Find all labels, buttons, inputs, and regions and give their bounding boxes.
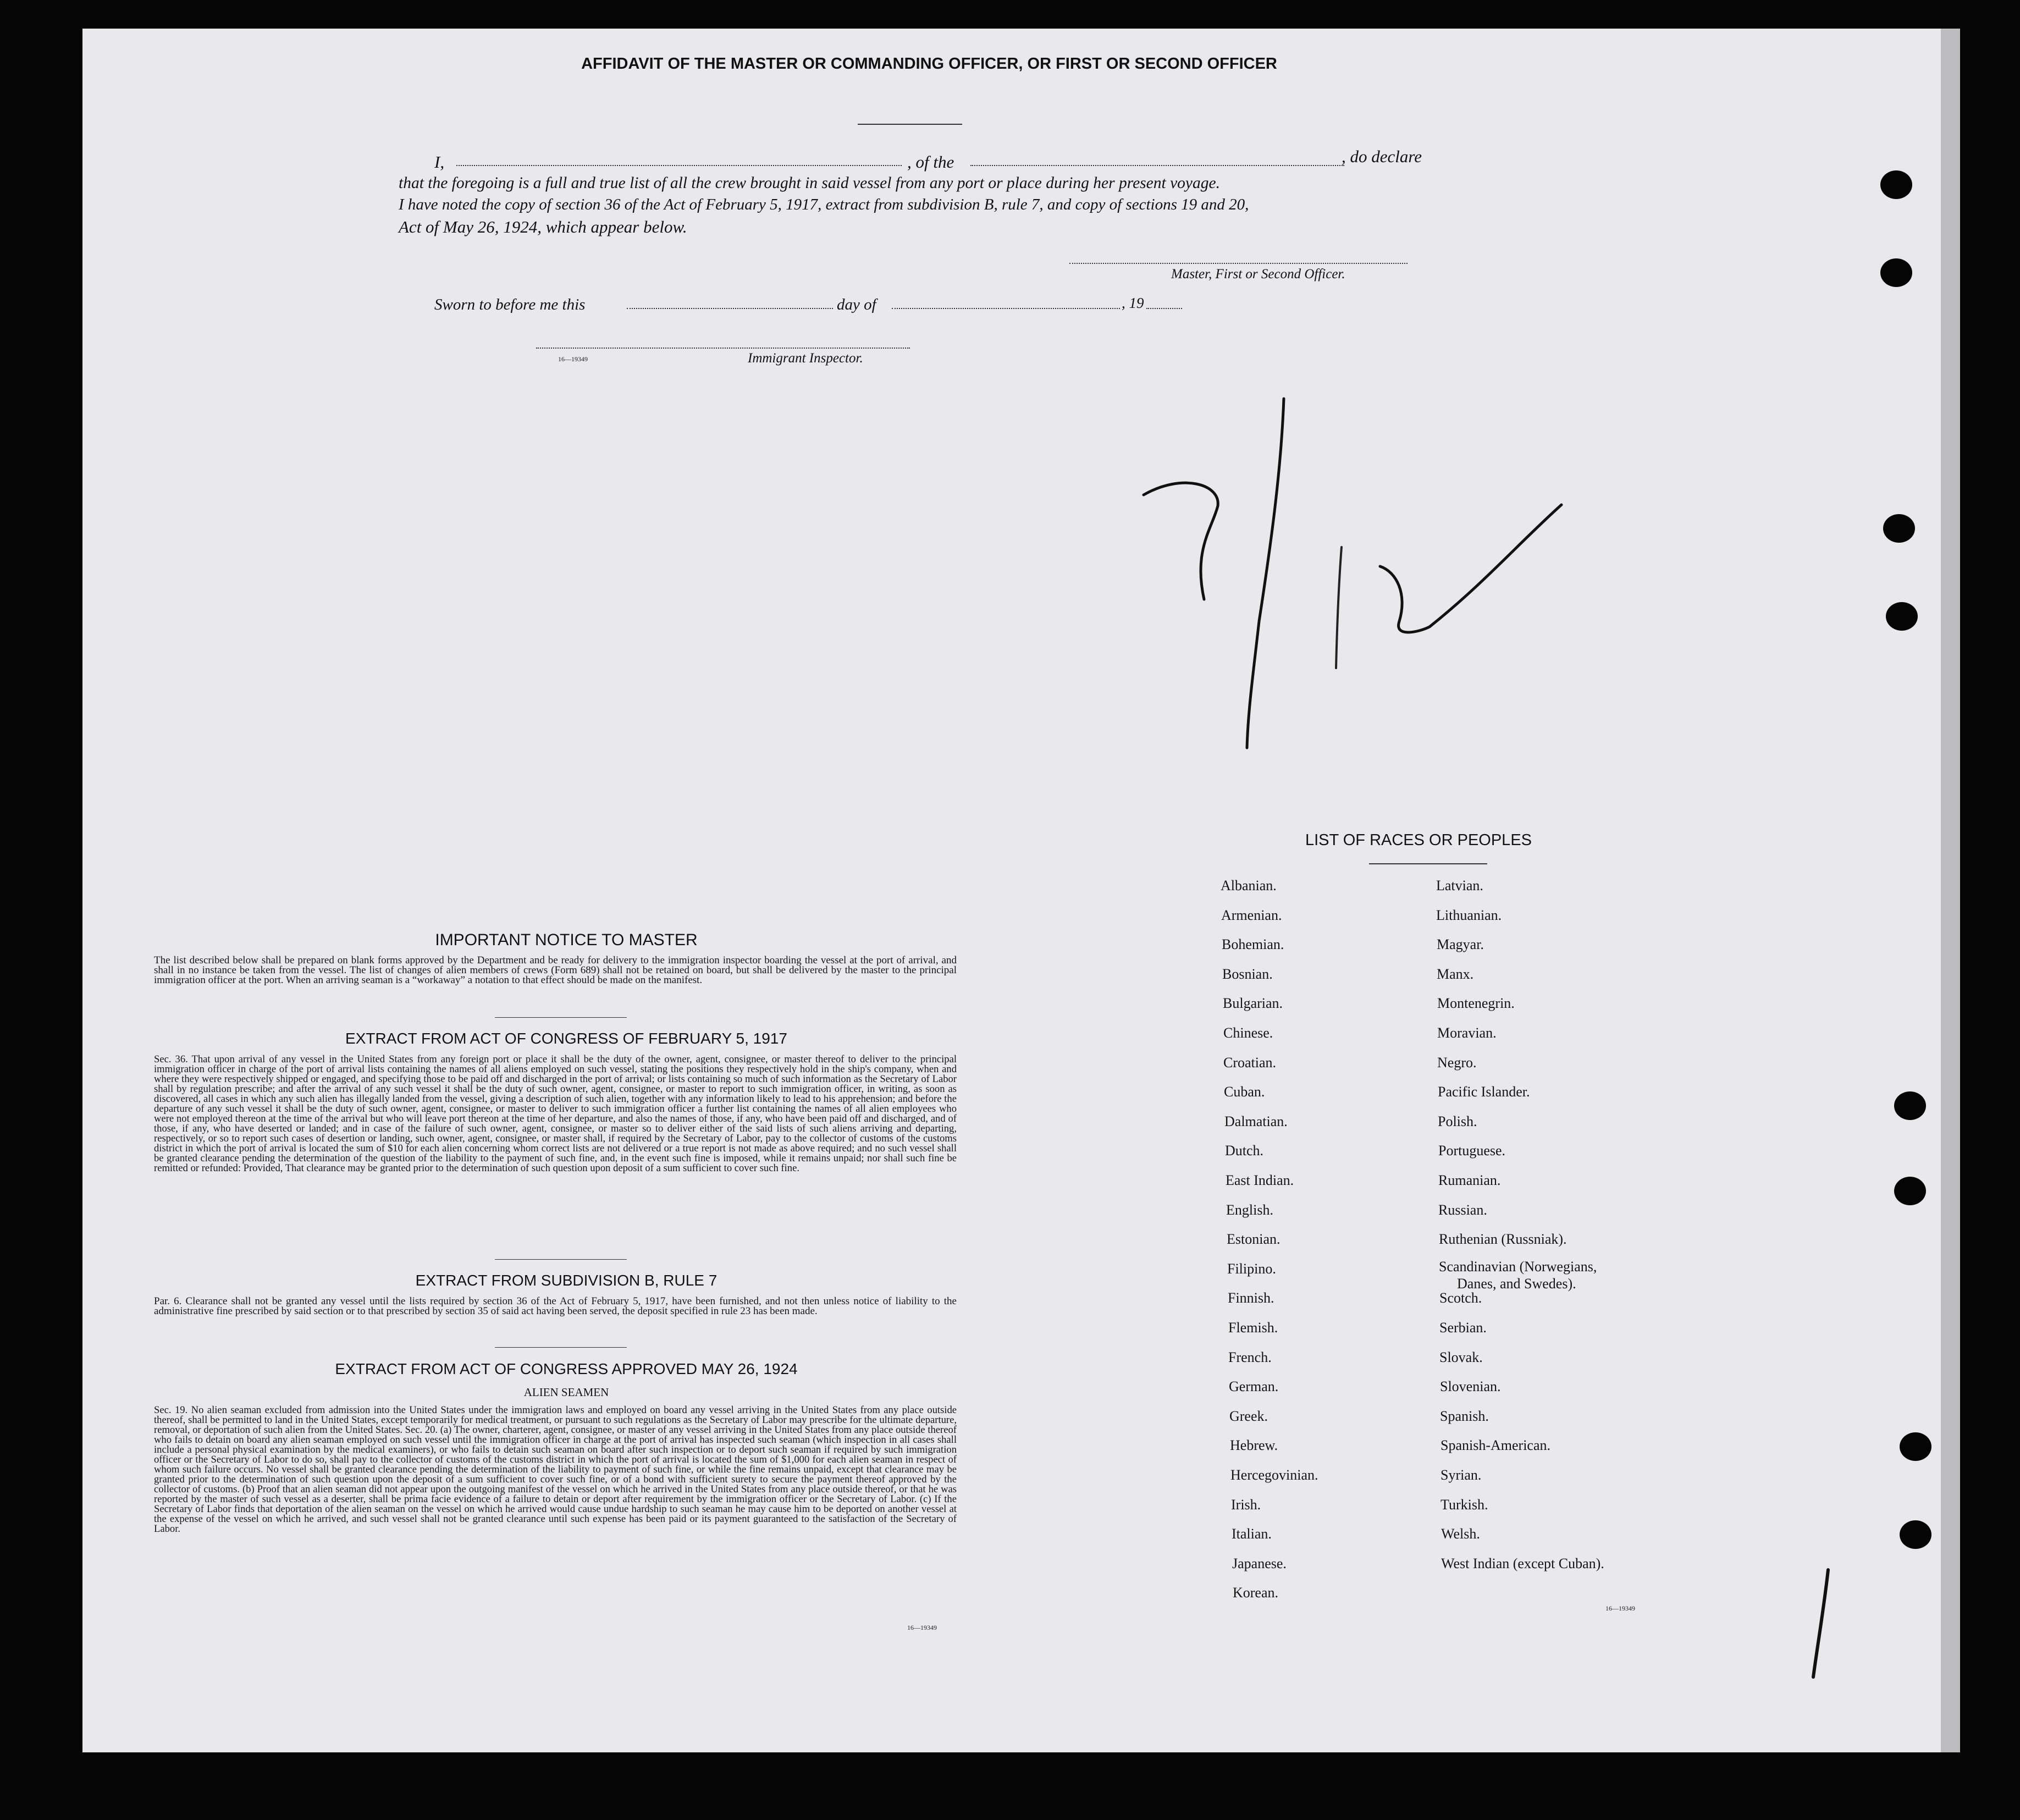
race-item: French.: [1228, 1349, 1272, 1365]
race-item: Dutch.: [1225, 1143, 1264, 1159]
race-item: Magyar.: [1437, 936, 1484, 952]
race-item: Bosnian.: [1222, 966, 1273, 982]
race-item: Moravian.: [1437, 1025, 1497, 1041]
race-item: Spanish.: [1440, 1408, 1489, 1424]
declarant-label: I,: [434, 152, 445, 172]
races-divider: [1369, 863, 1487, 864]
handwritten-date-one: [1336, 547, 1342, 668]
race-item: Slovenian.: [1440, 1378, 1501, 1394]
sworn-label: Sworn to before me this: [434, 296, 586, 313]
race-item: Bohemian.: [1222, 936, 1284, 952]
notice-body: The list described below shall be prepared on blank forms approved by the Department and be ready for delivery to the immigration inspector boarding the vessel at the port of arrival, and shall in no instance be taken from the vessel. The list of changes of alien members of crews (Form 689) shall not be retained on board, but shall be delivered by the master to the principal immigration officer at the port. When an arriving seaman is a “workaway” a notation to that effect should be made on the manifest.: [154, 955, 957, 986]
extract-1924-subtitle: ALIEN SEAMEN: [523, 1386, 609, 1399]
handwritten-date-two-b: [1380, 505, 1561, 632]
race-item: Estonian.: [1227, 1231, 1281, 1247]
affidavit-line-4: Act of May 26, 1924, which appear below.: [399, 217, 687, 236]
race-item: Scandinavian (Norwegians,: [1439, 1259, 1597, 1275]
race-item: Croatian.: [1223, 1055, 1277, 1071]
extract-1917-title: EXTRACT FROM ACT OF CONGRESS OF FEBRUARY 5, 1917: [345, 1030, 787, 1047]
race-item: Flemish.: [1228, 1320, 1278, 1336]
race-item: Syrian.: [1441, 1467, 1482, 1483]
handwritten-date-slash: [1247, 399, 1284, 748]
handwritten-tick: [1813, 1570, 1828, 1677]
race-item: Pacific Islander.: [1438, 1084, 1530, 1100]
notice-title: IMPORTANT NOTICE TO MASTER: [435, 931, 698, 949]
race-item: Spanish-American.: [1441, 1437, 1551, 1453]
race-item: Latvian.: [1436, 878, 1483, 894]
officer-signature-caption: Master, First or Second Officer.: [1171, 267, 1345, 282]
race-item: Rumanian.: [1438, 1172, 1501, 1188]
race-item: Armenian.: [1221, 907, 1282, 923]
race-item: West Indian (except Cuban).: [1441, 1556, 1604, 1571]
races-form-number: 16—19349: [1605, 1604, 1635, 1612]
race-item: Ruthenian (Russniak).: [1439, 1231, 1567, 1247]
race-item: Hercegovinian.: [1230, 1467, 1318, 1483]
race-item: Serbian.: [1439, 1320, 1487, 1336]
race-item: Cuban.: [1224, 1084, 1265, 1100]
vessel-label: , of the: [907, 152, 954, 172]
race-item: Montenegrin.: [1437, 995, 1515, 1011]
notice-divider: [495, 1017, 627, 1018]
races-title: LIST OF RACES OR PEOPLES: [1305, 831, 1532, 849]
extract-form-number: 16—19349: [907, 1624, 937, 1631]
race-item: Manx.: [1437, 966, 1474, 982]
sworn-year-label: , 19: [1122, 295, 1144, 311]
affidavit-line-3: I have noted the copy of section 36 of the Act of February 5, 1917, extract from subdivision B, rule 7, and copy of sections 19 and 20,: [399, 196, 1249, 213]
race-item: Hebrew.: [1230, 1437, 1278, 1453]
form-number: 16—19349: [558, 355, 588, 363]
race-item: Korean.: [1233, 1585, 1279, 1601]
race-item: Slovak.: [1439, 1349, 1483, 1365]
extract-1917-body: Sec. 36. That upon arrival of any vessel in the United States from any foreign port or place it shall be the duty of the owner, agent, consignee, or master thereof to deliver to the principal immigration officer in charge of the port of arrival lists containing the names of all aliens employed on such vessel, stating the positions they respectively hold in the ship's company, when and where they were respectively shipped or engaged, and specifying those to be paid off and discharged in the port of arrival; or lists containing so much of such information as the Secretary of Labor shall by regulation prescribe; and after the arrival of any such vessel it shall be the duty of such owner, agent, consignee, or master to report to such immigration officer, in writing, as soon as discovered, all cases in which any such alien has illegally landed from the vessel, giving a description of such alien, together with any information likely to lead to his apprehension; and before the departure of any such vessel it shall be the duty of such owner, agent, consignee, or master to deliver to such immigration officer a further list containing the names of all alien employees who were not employed thereon at the time of the arrival but who will leave port thereon at the time of her departure, and also the names of those, if any, who have been paid off and discharged, and of those, if any, who have deserted or landed; and in case of the failure of such owner, agent, consignee, or master so to deliver either of the said lists of such aliens arriving and departing, respectively, or so to report such cases of desertion or landing, such owner, agent, consignee, or master shall, if required by the Secretary of Labor, pay to the collector of customs of the customs district in which the port of arrival is located the sum of $10 for each alien concerning whom correct lists are not delivered or a true report is not made as above required; and no such vessel shall be granted clearance pending the determination of the question of the liability to the payment of such fine, and, in the event such fine is imposed, while it remains unpaid; nor shall such fine be remitted or refunded: Provided, That clearance may be granted prior to the determination of such question upon deposit of a sum sufficient to cover such fine.: [154, 1054, 957, 1174]
race-item: Welsh.: [1441, 1526, 1480, 1542]
race-item: Irish.: [1231, 1497, 1261, 1513]
race-item: Filipino.: [1227, 1261, 1276, 1277]
race-item: Negro.: [1437, 1055, 1477, 1071]
race-item: Turkish.: [1441, 1497, 1488, 1513]
race-item: Russian.: [1438, 1202, 1487, 1218]
race-item: East Indian.: [1226, 1172, 1294, 1188]
extract-1924-body: Sec. 19. No alien seaman excluded from admission into the United States under the immigration laws and employed on board any vessel arriving in the United States from any place outside thereof, shall be permitted to land in the United States, except temporarily for medical treatment, or pursuant to such regulations as the Secretary of Labor may prescribe for the ultimate departure, removal, or deportation of such alien from the United States. Sec. 20. (a) The owner, charterer, agent, consignee, or master of any vessel arriving in the United States from any place outside thereof who fails to detain on board any alien seaman employed on such vessel until the immigration officer in charge at the port of arrival has inspected such seaman (which inspection in all cases shall include a personal physical examination by the medical examiners), or who fails to detain such seaman on board after such inspection or to deport such seaman if required by such immigration officer or the Secretary of Labor to do so, shall pay to the collector of customs of the customs district in which the port of arrival is located the sum of $1,000 for each alien seaman in respect of whom such failure occurs. No vessel shall be granted clearance pending the determination of the liability to payment of such fine, or while the fine remains unpaid, except that clearance may be granted prior to the determination of such question upon the deposit of a sum sufficient to cover such fine, or of a bond with sufficient surety to secure the payment thereof approved by the collector of customs. (b) Proof that an alien seaman did not appear upon the outgoing manifest of the vessel on which he arrived in the United States from any place outside thereof, or that he was reported by the master of such vessel as a deserter, shall be prima facie evidence of a failure to detain or deport after requirement by the immigration officer or the Secretary of Labor. (c) If the Secretary of Labor finds that deportation of the alien seaman on the vessel on which he arrived would cause undue hardship to such seaman he may cause him to be deported on another vessel at the expense of the vessel on which he arrived, and such vessel shall not be granted clearance until such expense has been paid or its payment guaranteed to the satisfaction of the Secretary of Labor.: [154, 1404, 957, 1535]
subdivision-b-title: EXTRACT FROM SUBDIVISION B, RULE 7: [415, 1272, 718, 1289]
race-item: English.: [1226, 1202, 1273, 1218]
race-item: Greek.: [1229, 1408, 1268, 1424]
extract-1917-divider: [495, 1259, 627, 1260]
sworn-day-of-label: day of: [837, 296, 876, 313]
race-item: Japanese.: [1232, 1556, 1287, 1571]
affidavit-line-2: that the foregoing is a full and true list of all the crew brought in said vessel from any port or place during her present voyage.: [399, 174, 1220, 192]
race-item: Dalmatian.: [1224, 1113, 1288, 1129]
race-item: Bulgarian.: [1223, 995, 1283, 1011]
affidavit-title: AFFIDAVIT OF THE MASTER OR COMMANDING OFFICER, OR FIRST OR SECOND OFFICER: [581, 55, 1277, 73]
race-item: Italian.: [1232, 1526, 1272, 1542]
race-item: Lithuanian.: [1436, 907, 1502, 923]
subdivision-b-body: Par. 6. Clearance shall not be granted any vessel until the lists required by section 36 of the Act of February 5, 1917, have been furnished, and not then unless notice of liability to the administrative fine prescribed by said section or to that prescribed by section 35 of said act having been served, the deposit specified in rule 23 has been made.: [154, 1295, 957, 1317]
race-item: Portuguese.: [1438, 1143, 1506, 1159]
declare-label: , do declare: [1342, 147, 1422, 166]
race-item: Danes, and Swedes).: [1457, 1276, 1576, 1292]
inspector-caption: Immigrant Inspector.: [748, 351, 863, 366]
subdivision-b-divider: [495, 1347, 627, 1348]
race-item: German.: [1229, 1378, 1279, 1394]
race-item: Chinese.: [1223, 1025, 1273, 1041]
race-item: Scotch.: [1439, 1290, 1482, 1306]
handwritten-date-two: [1144, 483, 1218, 599]
race-item: Albanian.: [1221, 878, 1277, 894]
race-item: Polish.: [1438, 1113, 1477, 1129]
race-item: Finnish.: [1228, 1290, 1274, 1306]
extract-1924-title: EXTRACT FROM ACT OF CONGRESS APPROVED MAY 26, 1924: [335, 1360, 798, 1377]
